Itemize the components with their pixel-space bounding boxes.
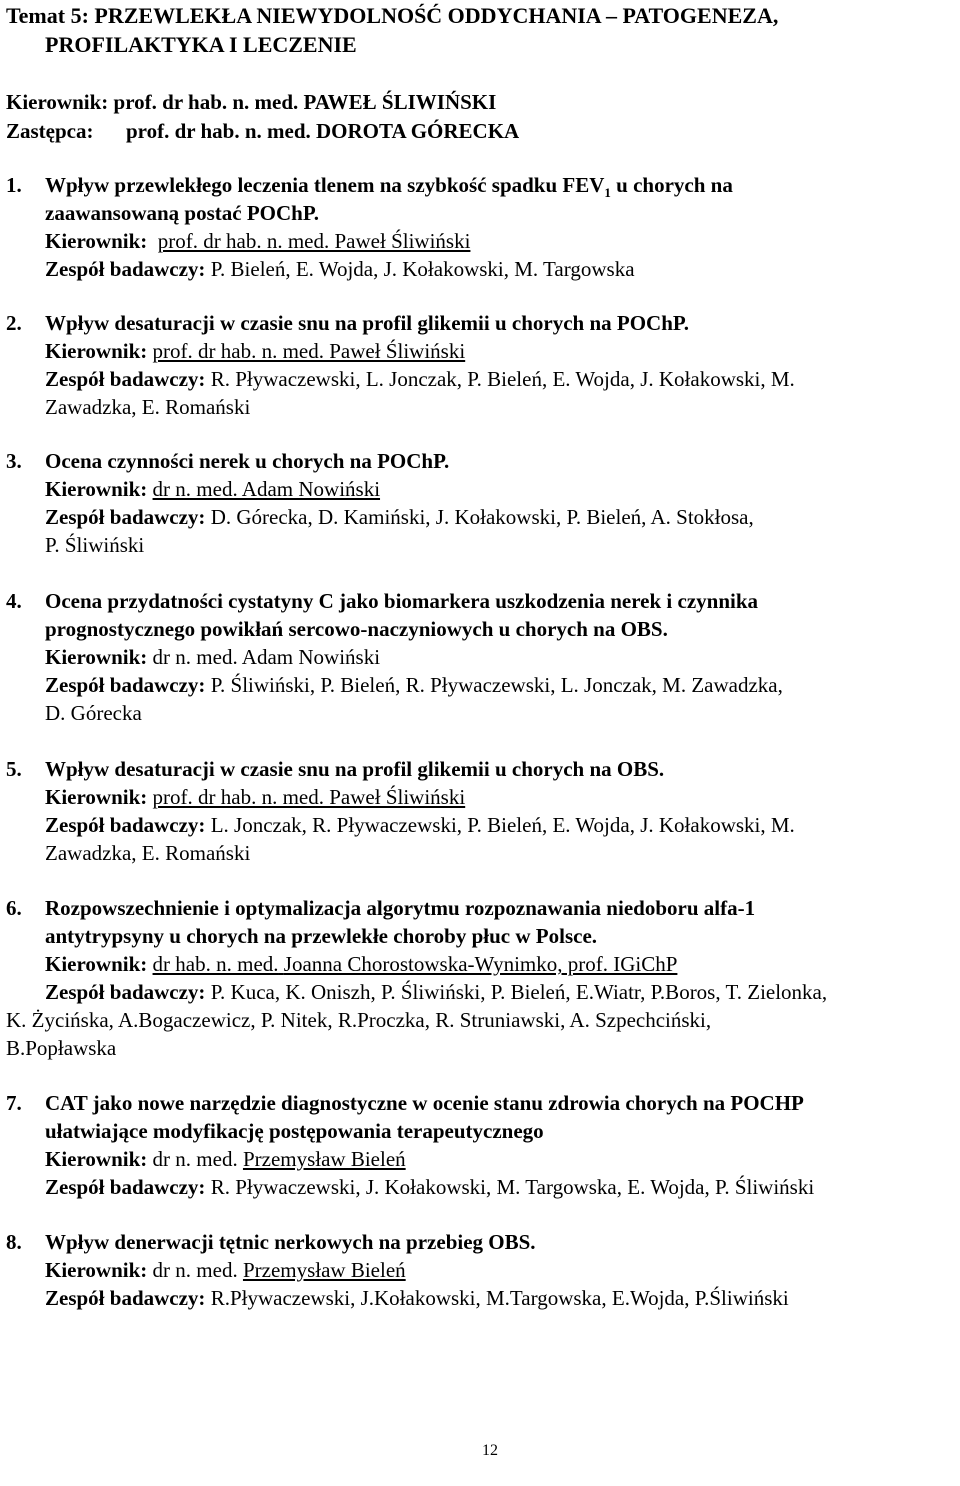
deputy-label: Zastępca:: [6, 119, 94, 143]
item-7-kierownik: Kierownik: dr n. med. Przemysław Bieleń: [45, 1147, 406, 1171]
item-5-kierownik: Kierownik: prof. dr hab. n. med. Paweł Śliwiński: [45, 785, 466, 809]
item-8-kierownik: Kierownik: dr n. med. Przemysław Bieleń: [45, 1258, 406, 1282]
item-7-number: 7.: [6, 1091, 22, 1115]
item-1-number: 1.: [6, 173, 22, 197]
item-6-title-line-1: Rozpowszechnienie i optymalizacja algorytmu rozpoznawania niedoboru alfa-1: [45, 896, 756, 920]
item-3-zespol-line-2: P. Śliwiński: [45, 533, 145, 557]
item-8-number: 8.: [6, 1230, 22, 1254]
item-1-zespol: Zespół badawczy: P. Bieleń, E. Wojda, J. Kołakowski, M. Targowska: [45, 257, 635, 281]
item-4-title-line-2: prognostycznego powikłań sercowo-naczyniowych u chorych na OBS.: [45, 617, 668, 641]
item-3-zespol-line-1: Zespół badawczy: D. Górecka, D. Kamiński, J. Kołakowski, P. Bieleń, A. Stokłosa,: [45, 505, 754, 529]
item-4-number: 4.: [6, 589, 22, 613]
item-5-zespol-line-2: Zawadzka, E. Romański: [45, 841, 251, 865]
item-6-zespol-line-3: B.Popławska: [6, 1036, 117, 1060]
head-of-topic: Kierownik: prof. dr hab. n. med. PAWEŁ ŚLIWIŃSKI: [6, 90, 497, 114]
page-number: 12: [482, 1442, 498, 1459]
item-6-kierownik: Kierownik: dr hab. n. med. Joanna Chorostowska-Wynimko, prof. IGiChP: [45, 952, 678, 976]
item-5-title-line-1: Wpływ desaturacji w czasie snu na profil glikemii u chorych na OBS.: [45, 757, 665, 781]
item-7-title-line-2: ułatwiające modyfikację postępowania terapeutycznego: [45, 1119, 544, 1143]
item-5-zespol-line-1: Zespół badawczy: L. Jonczak, R. Pływaczewski, P. Bieleń, E. Wojda, J. Kołakowski, M.: [45, 813, 795, 837]
item-2-zespol-line-1: Zespół badawczy: R. Pływaczewski, L. Jonczak, P. Bieleń, E. Wojda, J. Kołakowski, M.: [45, 367, 795, 391]
item-2-number: 2.: [6, 311, 22, 335]
item-8-zespol: Zespół badawczy: R.Pływaczewski, J.Kołakowski, M.Targowska, E.Wojda, P.Śliwiński: [45, 1286, 789, 1310]
item-6-zespol-line-1: Zespół badawczy: P. Kuca, K. Oniszh, P. Śliwiński, P. Bieleń, E.Wiatr, P.Boros, T. Zielonka,: [45, 980, 828, 1004]
item-4-zespol-line-2: D. Górecka: [45, 701, 142, 725]
item-6-number: 6.: [6, 896, 22, 920]
item-8-title-line-1: Wpływ denerwacji tętnic nerkowych na przebieg OBS.: [45, 1230, 536, 1254]
item-4-title-line-1: Ocena przydatności cystatyny C jako biomarkera uszkodzenia nerek i czynnika: [45, 589, 759, 613]
item-3-kierownik: Kierownik: dr n. med. Adam Nowiński: [45, 477, 381, 501]
item-5-number: 5.: [6, 757, 22, 781]
item-2-title-line-1: Wpływ desaturacji w czasie snu na profil glikemii u chorych na POChP.: [45, 311, 690, 335]
item-7-zespol: Zespół badawczy: R. Pływaczewski, J. Kołakowski, M. Targowska, E. Wojda, P. Śliwiński: [45, 1175, 815, 1199]
item-6-zespol-line-2: K. Życińska, A.Bogaczewicz, P. Nitek, R.Proczka, R. Struniawski, A. Szpechciński,: [6, 1008, 712, 1032]
item-1-kierownik: Kierownik: prof. dr hab. n. med. Paweł Śliwiński: [45, 229, 471, 253]
item-3-number: 3.: [6, 449, 22, 473]
item-2-kierownik: Kierownik: prof. dr hab. n. med. Paweł Śliwiński: [45, 339, 466, 363]
document-title-line-1: Temat 5: PRZEWLEKŁA NIEWYDOLNOŚĆ ODDYCHANIA – PATOGENEZA,: [6, 3, 779, 28]
item-4-zespol-line-1: Zespół badawczy: P. Śliwiński, P. Bieleń, R. Pływaczewski, L. Jonczak, M. Zawadzka,: [45, 673, 783, 697]
item-1-title-line-2: zaawansowaną postać POChP.: [45, 201, 320, 225]
item-2-zespol-line-2: Zawadzka, E. Romański: [45, 395, 251, 419]
deputy-name: prof. dr hab. n. med. DOROTA GÓRECKA: [126, 119, 520, 143]
item-3-title-line-1: Ocena czynności nerek u chorych na POChP.: [45, 449, 450, 473]
item-6-title-line-2: antytrypsyny u chorych na przewlekłe choroby płuc w Polsce.: [45, 924, 598, 948]
document-title-line-2: PROFILAKTYKA I LECZENIE: [45, 32, 357, 57]
item-1-title-line-1: Wpływ przewlekłego leczenia tlenem na szybkość spadku $FEV_1$ u chorych na: [45, 173, 733, 201]
item-7-title-line-1: CAT jako nowe narzędzie diagnostyczne w ocenie stanu zdrowia chorych na POCHP: [45, 1091, 804, 1115]
item-4-kierownik: Kierownik: dr n. med. Adam Nowiński: [45, 645, 381, 669]
